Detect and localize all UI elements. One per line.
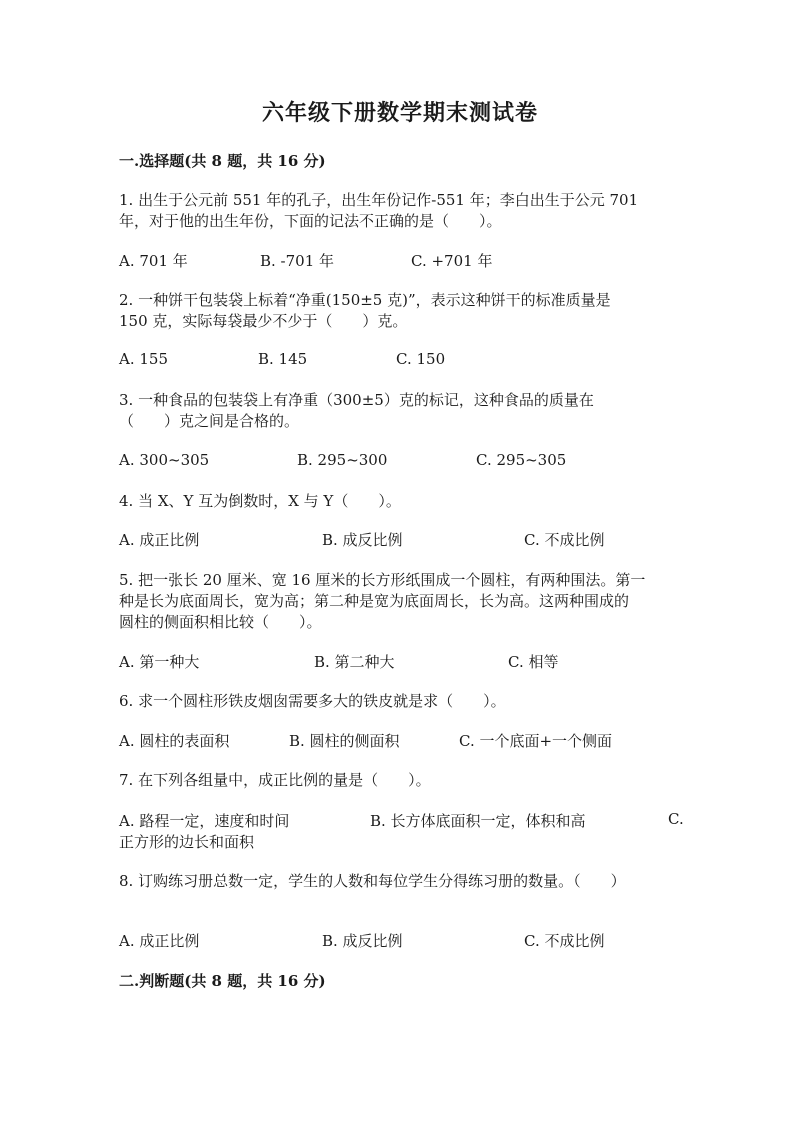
question-1-option-a: A. 701 年 [119, 252, 188, 270]
question-2-text-cont: 150 克，实际每袋最少不少于（ ）克。 [119, 312, 408, 330]
question-7-option-a: A. 路程一定，速度和时间 [119, 812, 290, 830]
question-3-option-c: C. 295~305 [476, 451, 567, 469]
section-heading-choice: 一.选择题(共 8 题，共 16 分) [119, 152, 326, 170]
question-8-text: 8. 订购练习册总数一定，学生的人数和每位学生分得练习册的数量。（ ） [119, 872, 626, 890]
question-7-option-c-text: 正方形的边长和面积 [119, 833, 255, 851]
question-8-option-b: B. 成反比例 [322, 932, 403, 950]
question-1-option-b: B. -701 年 [260, 252, 335, 270]
question-4-option-b: B. 成反比例 [322, 531, 403, 549]
section-heading-judgement: 二.判断题(共 8 题，共 16 分) [119, 972, 326, 990]
question-7-option-b: B. 长方体底面积一定，体积和高 [370, 812, 586, 830]
page-title: 六年级下册数学期末测试卷 [261, 100, 538, 126]
question-2-option-b: B. 145 [258, 350, 308, 368]
question-4-text: 4. 当 X、Y 互为倒数时，X 与 Y（ ）。 [119, 492, 401, 510]
question-5-option-c: C. 相等 [508, 653, 559, 671]
question-8-option-a: A. 成正比例 [119, 932, 200, 950]
question-4-option-a: A. 成正比例 [119, 531, 200, 549]
question-8-option-c: C. 不成比例 [524, 932, 605, 950]
question-7-text: 7. 在下列各组量中，成正比例的量是（ ）。 [119, 771, 431, 789]
question-3-option-b: B. 295~300 [297, 451, 388, 469]
question-2-option-c: C. 150 [396, 350, 446, 368]
question-6-option-c: C. 一个底面+一个侧面 [459, 732, 613, 750]
question-7-option-c: C. [668, 810, 684, 828]
question-5-option-b: B. 第二种大 [314, 653, 395, 671]
question-3-text: 3. 一种食品的包装袋上有净重（300±5）克的标记，这种食品的质量在 [119, 391, 594, 409]
question-3-text-cont: （ ）克之间是合格的。 [119, 412, 300, 430]
question-5-option-a: A. 第一种大 [119, 653, 200, 671]
question-4-option-c: C. 不成比例 [524, 531, 605, 549]
question-2-option-a: A. 155 [119, 350, 168, 368]
question-6-option-a: A. 圆柱的表面积 [119, 732, 230, 750]
question-6-text: 6. 求一个圆柱形铁皮烟囱需要多大的铁皮就是求（ ）。 [119, 692, 506, 710]
question-1-text-cont: 年，对于他的出生年份，下面的记法不正确的是（ ）。 [119, 212, 502, 230]
question-1-option-c: C. +701 年 [411, 252, 493, 270]
question-3-option-a: A. 300~305 [119, 451, 210, 469]
question-1-text: 1. 出生于公元前 551 年的孔子，出生年份记作-551 年；李白出生于公元 701 [119, 191, 639, 209]
question-6-option-b: B. 圆柱的侧面积 [289, 732, 400, 750]
question-2-text: 2. 一种饼干包装袋上标着“净重(150±5 克)”，表示这种饼干的标准质量是 [119, 291, 611, 309]
question-5-text-cont-2: 圆柱的侧面积相比较（ ）。 [119, 613, 322, 631]
question-5-text: 5. 把一张长 20 厘米、宽 16 厘米的长方形纸围成一个圆柱，有两种围法。第一 [119, 571, 646, 589]
question-5-text-cont: 种是长为底面周长，宽为高；第二种是宽为底面周长，长为高。这两种围成的 [119, 592, 630, 610]
